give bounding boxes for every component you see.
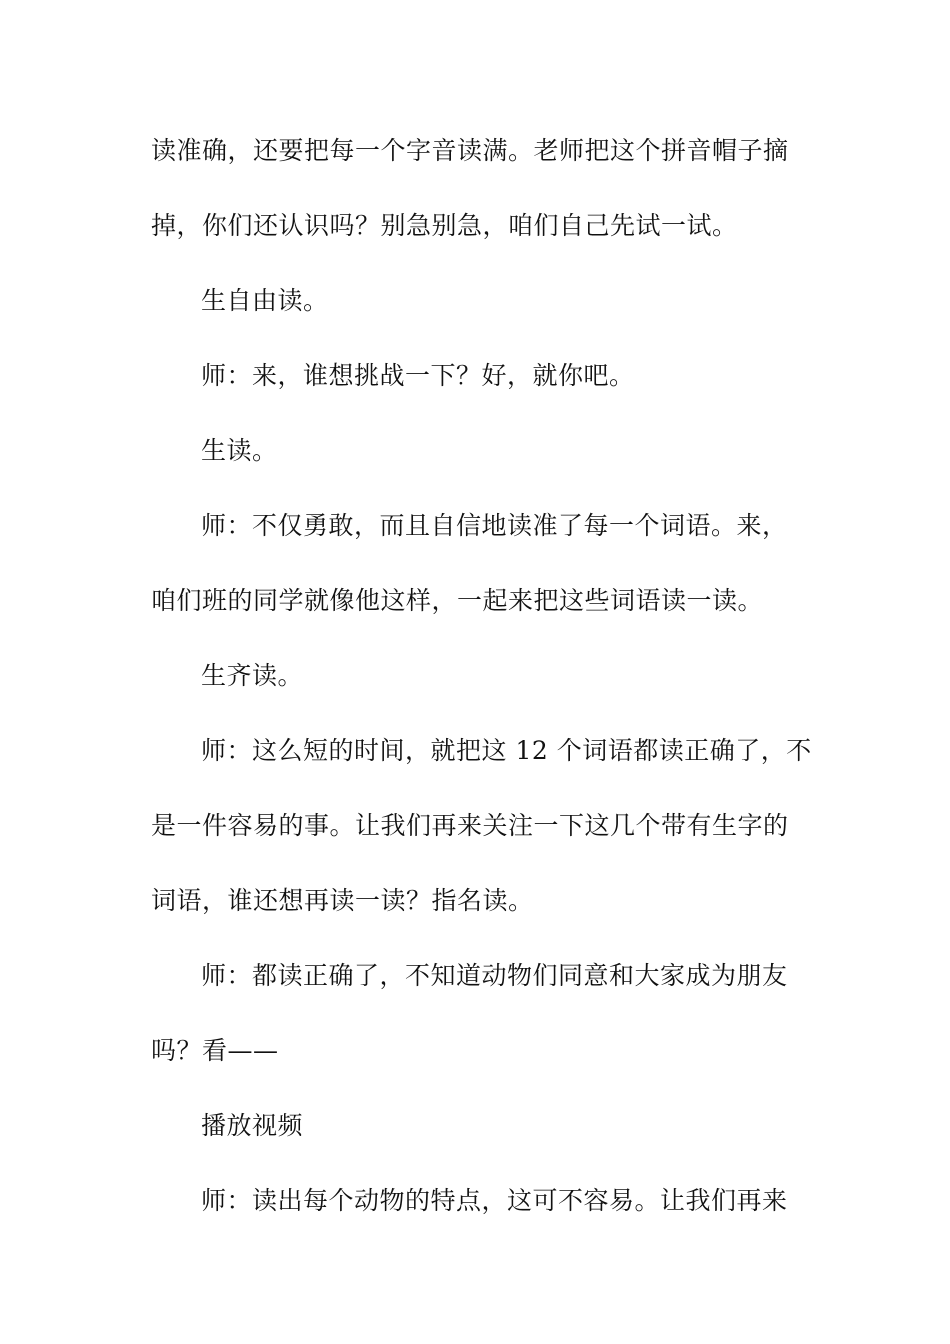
text-line-11: 词语，谁还想再读一读？指名读。 (151, 886, 534, 915)
text-line-5: 生读。 (201, 436, 278, 465)
text-line-9: 师：这么短的时间，就把这 12 个词语都读正确了，不 (201, 736, 812, 765)
text-line-7: 咱们班的同学就像他这样，一起来把这些词语读一读。 (151, 586, 764, 615)
text-line-15: 师：读出每个动物的特点，这可不容易。让我们再来 (201, 1186, 788, 1215)
text-line-1: 读准确，还要把每一个字音读满。老师把这个拼音帽子摘 (151, 136, 789, 165)
text-line-2: 掉，你们还认识吗？别急别急，咱们自己先试一试。 (151, 211, 738, 240)
text-line-3: 生自由读。 (201, 286, 329, 315)
text-line-6: 师：不仅勇敢，而且自信地读准了每一个词语。来， (201, 511, 788, 540)
text-line-12: 师：都读正确了，不知道动物们同意和大家成为朋友 (201, 961, 788, 990)
text-line-13: 吗？看—— (151, 1036, 279, 1065)
text-line-14: 播放视频 (201, 1111, 304, 1140)
text-line-4: 师：来，谁想挑战一下？好，就你吧。 (201, 361, 635, 390)
text-line-10: 是一件容易的事。让我们再来关注一下这几个带有生字的 (151, 811, 789, 840)
text-line-8: 生齐读。 (201, 661, 304, 690)
